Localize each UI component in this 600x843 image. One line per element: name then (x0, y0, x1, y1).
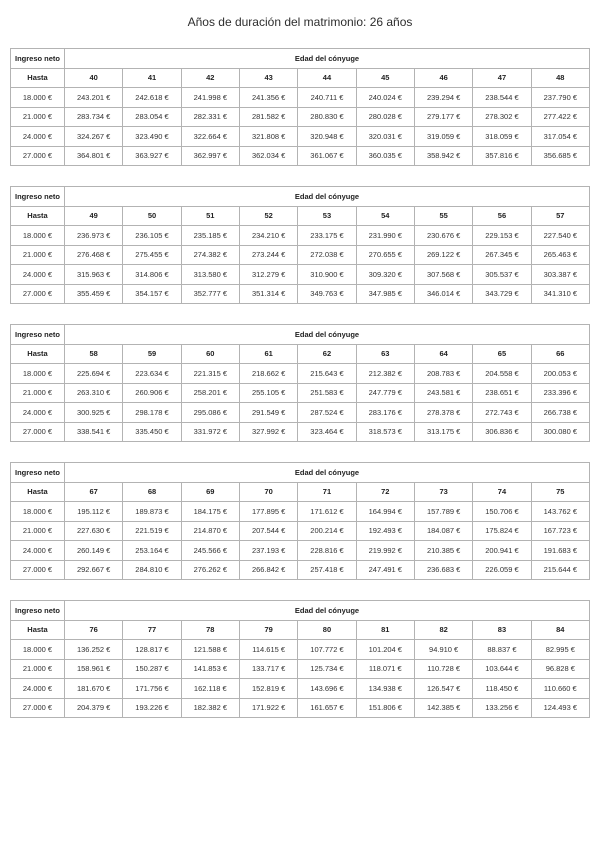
amount-cell: 314.806 € (123, 265, 181, 285)
marriage-duration-table-3 (10, 324, 590, 442)
age-column-header: 72 (356, 482, 414, 502)
marriage-duration-table-4 (10, 462, 590, 580)
amount-cell: 273.244 € (239, 245, 297, 265)
amount-cell: 320.031 € (356, 127, 414, 147)
age-column-header: 45 (356, 68, 414, 88)
amount-cell: 212.382 € (356, 364, 414, 384)
amount-cell: 243.201 € (65, 88, 123, 108)
amount-cell: 280.028 € (356, 107, 414, 127)
amount-cell: 283.176 € (356, 403, 414, 423)
age-columns-row (11, 620, 590, 640)
age-column-header: 60 (181, 344, 239, 364)
amount-cell: 142.385 € (414, 698, 472, 718)
amount-cell: 358.942 € (414, 146, 472, 166)
amount-cell: 184.175 € (181, 502, 239, 522)
amount-cell: 208.783 € (414, 364, 472, 384)
hasta-header: Hasta (11, 620, 65, 640)
amount-cell: 175.824 € (473, 521, 531, 541)
income-net-header: Ingreso neto (11, 463, 65, 483)
table-row (11, 265, 590, 285)
amount-cell: 313.580 € (181, 265, 239, 285)
table-row (11, 88, 590, 108)
amount-cell: 221.519 € (123, 521, 181, 541)
amount-cell: 278.378 € (414, 403, 472, 423)
amount-cell: 357.816 € (473, 146, 531, 166)
table-row (11, 383, 590, 403)
table-row (11, 422, 590, 442)
amount-cell: 150.287 € (123, 659, 181, 679)
table-row (11, 698, 590, 718)
income-level-cell: 21.000 € (11, 659, 65, 679)
age-column-header: 67 (65, 482, 123, 502)
amount-cell: 253.164 € (123, 541, 181, 561)
amount-cell: 124.493 € (531, 698, 589, 718)
income-level-cell: 18.000 € (11, 364, 65, 384)
marriage-duration-table-5 (10, 600, 590, 718)
amount-cell: 219.992 € (356, 541, 414, 561)
amount-cell: 195.112 € (65, 502, 123, 522)
amount-cell: 319.059 € (414, 127, 472, 147)
amount-cell: 283.054 € (123, 107, 181, 127)
amount-cell: 356.685 € (531, 146, 589, 166)
age-column-header: 73 (414, 482, 472, 502)
amount-cell: 349.763 € (298, 284, 356, 304)
amount-cell: 210.385 € (414, 541, 472, 561)
age-column-header: 54 (356, 206, 414, 226)
amount-cell: 335.450 € (123, 422, 181, 442)
amount-cell: 133.717 € (239, 659, 297, 679)
table-row (11, 679, 590, 699)
income-level-cell: 24.000 € (11, 265, 65, 285)
amount-cell: 231.990 € (356, 226, 414, 246)
amount-cell: 114.615 € (239, 640, 297, 660)
amount-cell: 307.568 € (414, 265, 472, 285)
age-column-header: 50 (123, 206, 181, 226)
amount-cell: 258.201 € (181, 383, 239, 403)
age-column-header: 79 (239, 620, 297, 640)
age-column-header: 81 (356, 620, 414, 640)
spouse-age-header: Edad del cónyuge (65, 49, 590, 69)
age-columns-row (11, 344, 590, 364)
amount-cell: 134.938 € (356, 679, 414, 699)
amount-cell: 214.870 € (181, 521, 239, 541)
amount-cell: 192.493 € (356, 521, 414, 541)
age-column-header: 42 (181, 68, 239, 88)
amount-cell: 321.808 € (239, 127, 297, 147)
income-level-cell: 18.000 € (11, 502, 65, 522)
amount-cell: 200.941 € (473, 541, 531, 561)
amount-cell: 107.772 € (298, 640, 356, 660)
amount-cell: 191.683 € (531, 541, 589, 561)
age-column-header: 80 (298, 620, 356, 640)
amount-cell: 287.524 € (298, 403, 356, 423)
amount-cell: 324.267 € (65, 127, 123, 147)
income-net-header: Ingreso neto (11, 49, 65, 69)
amount-cell: 322.664 € (181, 127, 239, 147)
age-column-header: 68 (123, 482, 181, 502)
amount-cell: 313.175 € (414, 422, 472, 442)
age-column-header: 58 (65, 344, 123, 364)
amount-cell: 200.053 € (531, 364, 589, 384)
income-level-cell: 24.000 € (11, 403, 65, 423)
amount-cell: 265.463 € (531, 245, 589, 265)
amount-cell: 225.694 € (65, 364, 123, 384)
amount-cell: 276.468 € (65, 245, 123, 265)
amount-cell: 101.204 € (356, 640, 414, 660)
amount-cell: 88.837 € (473, 640, 531, 660)
age-column-header: 59 (123, 344, 181, 364)
amount-cell: 257.418 € (298, 560, 356, 580)
amount-cell: 255.105 € (239, 383, 297, 403)
amount-cell: 284.810 € (123, 560, 181, 580)
amount-cell: 245.566 € (181, 541, 239, 561)
amount-cell: 242.618 € (123, 88, 181, 108)
amount-cell: 96.828 € (531, 659, 589, 679)
hasta-header: Hasta (11, 68, 65, 88)
income-level-cell: 24.000 € (11, 127, 65, 147)
table-row (11, 541, 590, 561)
amount-cell: 266.842 € (239, 560, 297, 580)
spouse-age-header: Edad del cónyuge (65, 601, 590, 621)
amount-cell: 236.105 € (123, 226, 181, 246)
income-level-cell: 27.000 € (11, 560, 65, 580)
amount-cell: 229.153 € (473, 226, 531, 246)
amount-cell: 233.396 € (531, 383, 589, 403)
age-column-header: 83 (473, 620, 531, 640)
marriage-duration-table-2 (10, 186, 590, 304)
amount-cell: 318.573 € (356, 422, 414, 442)
amount-cell: 233.175 € (298, 226, 356, 246)
amount-cell: 133.256 € (473, 698, 531, 718)
amount-cell: 236.973 € (65, 226, 123, 246)
page-title: Años de duración del matrimonio: 26 años (187, 15, 413, 29)
table-row (11, 403, 590, 423)
age-column-header: 49 (65, 206, 123, 226)
amount-cell: 272.038 € (298, 245, 356, 265)
age-column-header: 53 (298, 206, 356, 226)
amount-cell: 355.459 € (65, 284, 123, 304)
age-columns-row (11, 206, 590, 226)
amount-cell: 143.762 € (531, 502, 589, 522)
amount-cell: 240.024 € (356, 88, 414, 108)
income-level-cell: 18.000 € (11, 640, 65, 660)
amount-cell: 161.657 € (298, 698, 356, 718)
income-level-cell: 27.000 € (11, 284, 65, 304)
income-level-cell: 27.000 € (11, 146, 65, 166)
age-column-header: 40 (65, 68, 123, 88)
age-column-header: 46 (414, 68, 472, 88)
table-row (11, 245, 590, 265)
amount-cell: 275.455 € (123, 245, 181, 265)
amount-cell: 278.302 € (473, 107, 531, 127)
amount-cell: 121.588 € (181, 640, 239, 660)
income-level-cell: 24.000 € (11, 679, 65, 699)
amount-cell: 184.087 € (414, 521, 472, 541)
amount-cell: 125.734 € (298, 659, 356, 679)
age-column-header: 44 (298, 68, 356, 88)
amount-cell: 312.279 € (239, 265, 297, 285)
income-level-cell: 21.000 € (11, 521, 65, 541)
amount-cell: 274.382 € (181, 245, 239, 265)
age-column-header: 63 (356, 344, 414, 364)
amount-cell: 347.985 € (356, 284, 414, 304)
spouse-age-header: Edad del cónyuge (65, 325, 590, 345)
age-columns-row (11, 68, 590, 88)
amount-cell: 351.314 € (239, 284, 297, 304)
table-row (11, 364, 590, 384)
amount-cell: 364.801 € (65, 146, 123, 166)
age-column-header: 51 (181, 206, 239, 226)
amount-cell: 266.738 € (531, 403, 589, 423)
amount-cell: 171.922 € (239, 698, 297, 718)
amount-cell: 215.644 € (531, 560, 589, 580)
age-column-header: 48 (531, 68, 589, 88)
amount-cell: 318.059 € (473, 127, 531, 147)
table-row (11, 502, 590, 522)
amount-cell: 193.226 € (123, 698, 181, 718)
income-net-header: Ingreso neto (11, 187, 65, 207)
amount-cell: 272.743 € (473, 403, 531, 423)
amount-cell: 280.830 € (298, 107, 356, 127)
amount-cell: 320.948 € (298, 127, 356, 147)
amount-cell: 237.790 € (531, 88, 589, 108)
age-column-header: 76 (65, 620, 123, 640)
table-header-row (11, 49, 590, 69)
amount-cell: 221.315 € (181, 364, 239, 384)
age-column-header: 82 (414, 620, 472, 640)
amount-cell: 235.185 € (181, 226, 239, 246)
amount-cell: 341.310 € (531, 284, 589, 304)
age-column-header: 61 (239, 344, 297, 364)
amount-cell: 247.491 € (356, 560, 414, 580)
amount-cell: 94.910 € (414, 640, 472, 660)
table-header-row (11, 463, 590, 483)
amount-cell: 227.540 € (531, 226, 589, 246)
age-column-header: 64 (414, 344, 472, 364)
amount-cell: 110.728 € (414, 659, 472, 679)
amount-cell: 291.549 € (239, 403, 297, 423)
hasta-header: Hasta (11, 482, 65, 502)
amount-cell: 215.643 € (298, 364, 356, 384)
income-level-cell: 27.000 € (11, 698, 65, 718)
amount-cell: 167.723 € (531, 521, 589, 541)
age-column-header: 62 (298, 344, 356, 364)
amount-cell: 126.547 € (414, 679, 472, 699)
amount-cell: 200.214 € (298, 521, 356, 541)
amount-cell: 243.581 € (414, 383, 472, 403)
amount-cell: 354.157 € (123, 284, 181, 304)
age-column-header: 55 (414, 206, 472, 226)
amount-cell: 267.345 € (473, 245, 531, 265)
amount-cell: 331.972 € (181, 422, 239, 442)
amount-cell: 110.660 € (531, 679, 589, 699)
amount-cell: 118.450 € (473, 679, 531, 699)
amount-cell: 103.644 € (473, 659, 531, 679)
amount-cell: 118.071 € (356, 659, 414, 679)
age-column-header: 43 (239, 68, 297, 88)
table-row (11, 640, 590, 660)
amount-cell: 241.356 € (239, 88, 297, 108)
age-column-header: 70 (239, 482, 297, 502)
amount-cell: 152.819 € (239, 679, 297, 699)
amount-cell: 151.806 € (356, 698, 414, 718)
age-column-header: 71 (298, 482, 356, 502)
age-column-header: 84 (531, 620, 589, 640)
table-row (11, 284, 590, 304)
amount-cell: 204.379 € (65, 698, 123, 718)
amount-cell: 158.961 € (65, 659, 123, 679)
amount-cell: 263.310 € (65, 383, 123, 403)
amount-cell: 164.994 € (356, 502, 414, 522)
amount-cell: 362.997 € (181, 146, 239, 166)
amount-cell: 300.925 € (65, 403, 123, 423)
amount-cell: 223.634 € (123, 364, 181, 384)
amount-cell: 352.777 € (181, 284, 239, 304)
age-column-header: 78 (181, 620, 239, 640)
amount-cell: 269.122 € (414, 245, 472, 265)
tables-container (0, 48, 600, 718)
amount-cell: 207.544 € (239, 521, 297, 541)
amount-cell: 260.149 € (65, 541, 123, 561)
age-column-header: 77 (123, 620, 181, 640)
amount-cell: 182.382 € (181, 698, 239, 718)
amount-cell: 276.262 € (181, 560, 239, 580)
amount-cell: 270.655 € (356, 245, 414, 265)
amount-cell: 323.464 € (298, 422, 356, 442)
amount-cell: 241.998 € (181, 88, 239, 108)
amount-cell: 240.711 € (298, 88, 356, 108)
amount-cell: 82.995 € (531, 640, 589, 660)
age-column-header: 56 (473, 206, 531, 226)
income-net-header: Ingreso neto (11, 325, 65, 345)
amount-cell: 218.662 € (239, 364, 297, 384)
income-level-cell: 18.000 € (11, 88, 65, 108)
amount-cell: 317.054 € (531, 127, 589, 147)
amount-cell: 150.706 € (473, 502, 531, 522)
table-header-row (11, 325, 590, 345)
amount-cell: 141.853 € (181, 659, 239, 679)
amount-cell: 227.630 € (65, 521, 123, 541)
amount-cell: 295.086 € (181, 403, 239, 423)
income-net-header: Ingreso neto (11, 601, 65, 621)
amount-cell: 247.779 € (356, 383, 414, 403)
amount-cell: 309.320 € (356, 265, 414, 285)
amount-cell: 327.992 € (239, 422, 297, 442)
amount-cell: 338.541 € (65, 422, 123, 442)
amount-cell: 230.676 € (414, 226, 472, 246)
age-column-header: 69 (181, 482, 239, 502)
amount-cell: 282.331 € (181, 107, 239, 127)
amount-cell: 238.651 € (473, 383, 531, 403)
table-row (11, 107, 590, 127)
amount-cell: 177.895 € (239, 502, 297, 522)
amount-cell: 238.544 € (473, 88, 531, 108)
amount-cell: 360.035 € (356, 146, 414, 166)
age-column-header: 74 (473, 482, 531, 502)
income-level-cell: 18.000 € (11, 226, 65, 246)
amount-cell: 346.014 € (414, 284, 472, 304)
amount-cell: 323.490 € (123, 127, 181, 147)
amount-cell: 128.817 € (123, 640, 181, 660)
amount-cell: 292.667 € (65, 560, 123, 580)
amount-cell: 189.873 € (123, 502, 181, 522)
amount-cell: 251.583 € (298, 383, 356, 403)
hasta-header: Hasta (11, 206, 65, 226)
amount-cell: 226.059 € (473, 560, 531, 580)
amount-cell: 181.670 € (65, 679, 123, 699)
table-header-row (11, 187, 590, 207)
table-row (11, 560, 590, 580)
amount-cell: 204.558 € (473, 364, 531, 384)
age-column-header: 57 (531, 206, 589, 226)
age-column-header: 75 (531, 482, 589, 502)
amount-cell: 315.963 € (65, 265, 123, 285)
amount-cell: 306.836 € (473, 422, 531, 442)
amount-cell: 157.789 € (414, 502, 472, 522)
amount-cell: 143.696 € (298, 679, 356, 699)
amount-cell: 239.294 € (414, 88, 472, 108)
amount-cell: 277.422 € (531, 107, 589, 127)
amount-cell: 171.612 € (298, 502, 356, 522)
amount-cell: 362.034 € (239, 146, 297, 166)
income-level-cell: 27.000 € (11, 422, 65, 442)
amount-cell: 228.816 € (298, 541, 356, 561)
age-columns-row (11, 482, 590, 502)
table-header-row (11, 601, 590, 621)
amount-cell: 236.683 € (414, 560, 472, 580)
amount-cell: 298.178 € (123, 403, 181, 423)
amount-cell: 363.927 € (123, 146, 181, 166)
age-column-header: 66 (531, 344, 589, 364)
amount-cell: 343.729 € (473, 284, 531, 304)
marriage-duration-table-1 (10, 48, 590, 166)
age-column-header: 52 (239, 206, 297, 226)
amount-cell: 171.756 € (123, 679, 181, 699)
amount-cell: 136.252 € (65, 640, 123, 660)
amount-cell: 260.906 € (123, 383, 181, 403)
amount-cell: 279.177 € (414, 107, 472, 127)
hasta-header: Hasta (11, 344, 65, 364)
income-level-cell: 21.000 € (11, 383, 65, 403)
spouse-age-header: Edad del cónyuge (65, 463, 590, 483)
age-column-header: 65 (473, 344, 531, 364)
table-row (11, 146, 590, 166)
amount-cell: 361.067 € (298, 146, 356, 166)
table-row (11, 127, 590, 147)
age-column-header: 47 (473, 68, 531, 88)
amount-cell: 300.080 € (531, 422, 589, 442)
table-row (11, 659, 590, 679)
income-level-cell: 21.000 € (11, 107, 65, 127)
amount-cell: 234.210 € (239, 226, 297, 246)
table-row (11, 226, 590, 246)
amount-cell: 162.118 € (181, 679, 239, 699)
spouse-age-header: Edad del cónyuge (65, 187, 590, 207)
amount-cell: 305.537 € (473, 265, 531, 285)
table-row (11, 521, 590, 541)
amount-cell: 283.734 € (65, 107, 123, 127)
age-column-header: 41 (123, 68, 181, 88)
amount-cell: 310.900 € (298, 265, 356, 285)
income-level-cell: 21.000 € (11, 245, 65, 265)
amount-cell: 281.582 € (239, 107, 297, 127)
income-level-cell: 24.000 € (11, 541, 65, 561)
amount-cell: 237.193 € (239, 541, 297, 561)
amount-cell: 303.387 € (531, 265, 589, 285)
